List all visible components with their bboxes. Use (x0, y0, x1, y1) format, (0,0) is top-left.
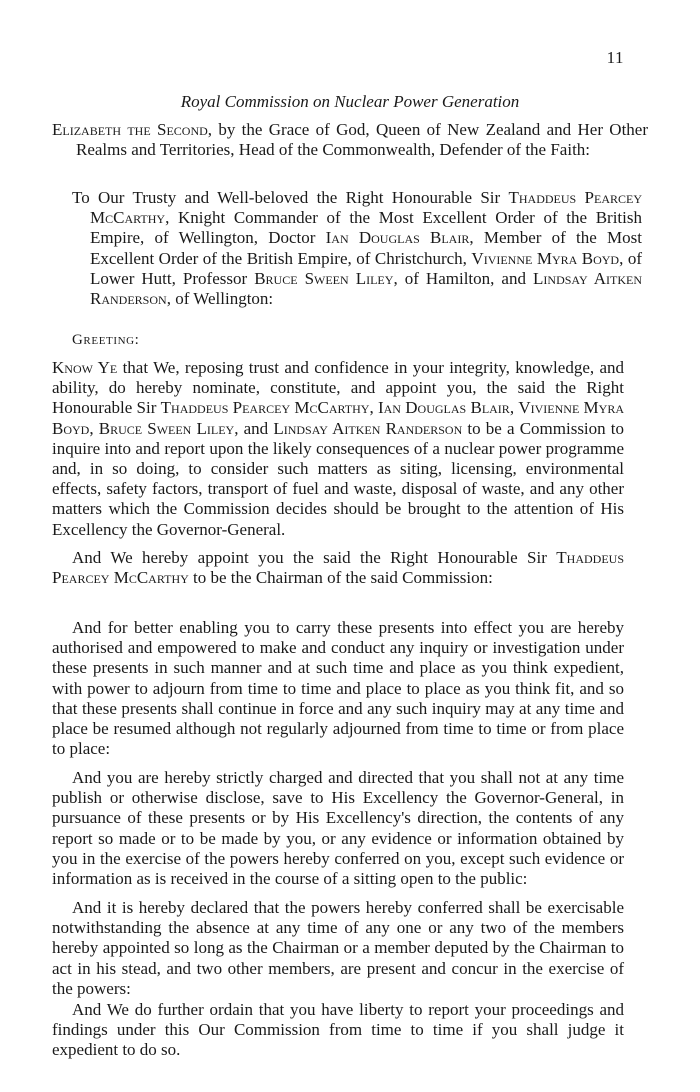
paragraph-text: , (369, 398, 378, 418)
paragraph-text: And you are hereby strictly charged and directed that you shall not at any time publish or otherwise disclose, save to His Excellency the Governor-General, in pursuance of these presents or by His Excellency's direction, the contents of any report so made or to be made by you, or any evidence or information obtained by you in the exercise of the powers hereby conferred on you, except such evidence or information as is received in the course of a sitting open to the public: (52, 768, 624, 889)
paragraph-text: that We, reposing trust and confidence in your integrity, knowledge, and ability, do hereby nominate, constitute, and appoint you, the said the Right Honourable Sir (52, 358, 624, 418)
preamble-text: , by the Grace of God, Queen of New Zealand and Her Other Realms and Territories, Head of the Commonwealth, Defender of the Faith: (76, 120, 649, 160)
commissioner-name: Vivienne Myra Boyd (471, 248, 620, 268)
paragraph-text: And for better enabling you to carry these presents into effect you are hereby authorised and empowered to make and conduct any inquiry or investigation under these presents in such manner and at such time and place as you think expedient, with power to adjourn from time to time and place to place as you think fit, and so that these presents shall continue in force and any such inquiry may at any time and place be resumed although not regularly adjourned from time to time or from place to place: (52, 618, 624, 759)
paragraph-text: to be the Chairman of the said Commission: (188, 568, 493, 588)
greeting: Greeting: (72, 332, 140, 348)
commissioner-name: Bruce Sween Liley (98, 418, 235, 438)
address-text: To Our Trusty and Well-beloved the Right Honourable Sir (72, 188, 509, 207)
paragraph-text: , (509, 398, 519, 418)
commissioner-name: Bruce Sween Liley (254, 268, 394, 288)
commissioner-name: Thaddeus Pearcey McCarthy (90, 188, 642, 228)
paragraph-text: And We do further ordain that you have liberty to report your proceedings and findings under this Our Commission from time to time if you shall judge it expedient to do so. (52, 1000, 624, 1060)
quorum-paragraph (52, 898, 624, 999)
commissioner-name: Lindsay Aitken Randerson (273, 418, 463, 438)
paragraph-text: , and (234, 418, 274, 438)
commissioner-name: Ian Douglas Blair (325, 228, 470, 248)
paragraph-text: to be a Commission to inquire into and report upon the likely consequences of a nuclear power programme and, in so doing, to consider such matters as siting, licensing, environmental effects, safety factors, transport of fuel and waste, disposal of waste, and any other matters which the Commission decides should be brought to the attention of His Excellency the Governor-General. (52, 418, 625, 539)
know-ye: Know Ye (52, 358, 118, 377)
commissioner-name: Thaddeus Pearcey McCarthy (160, 398, 370, 418)
chairman-paragraph (52, 548, 624, 588)
paragraph-text: And it is hereby declared that the powers hereby conferred shall be exercisable notwithstanding the absence at any time of any one or any two of the members hereby appointed so long as the Chairman or a member deputed by the Chairman to act in his stead, and two other members, are present and concur in the exercise of the powers: (52, 898, 624, 998)
address-text: , of Lower Hutt, Professor (90, 248, 643, 288)
confidentiality-paragraph (52, 768, 624, 889)
royal-preamble (52, 120, 648, 160)
address-text: , Member of the Most Excellent Order of the British Empire, of Christchurch, (90, 228, 642, 268)
address-text: , of Wellington: (166, 289, 274, 309)
commissioner-name: Lindsay Aitken Randerson (90, 268, 643, 309)
page-number: 11 (606, 48, 624, 67)
appointment-paragraph (52, 358, 624, 540)
reporting-paragraph (52, 1000, 624, 1061)
commissioner-name: Vivienne Myra Boyd (52, 398, 624, 438)
sovereign-name: Elizabeth the Second (52, 120, 208, 139)
paragraph-text: , (89, 418, 99, 438)
paragraph-text: And We hereby appoint you the said the Right Honourable Sir (72, 548, 557, 567)
commissioners-address (72, 188, 642, 309)
chairman-name: Thaddeus Pearcey McCarthy (52, 548, 624, 588)
address-text: , of Hamilton, and (393, 268, 534, 288)
powers-paragraph (52, 618, 624, 759)
commissioner-name: Ian Douglas Blair (377, 398, 510, 418)
commission-title: Royal Commission on Nuclear Power Generation (180, 92, 520, 111)
address-text: , Knight Commander of the Most Excellent Order of the British Empire, of Wellington, Doctor (90, 208, 642, 248)
